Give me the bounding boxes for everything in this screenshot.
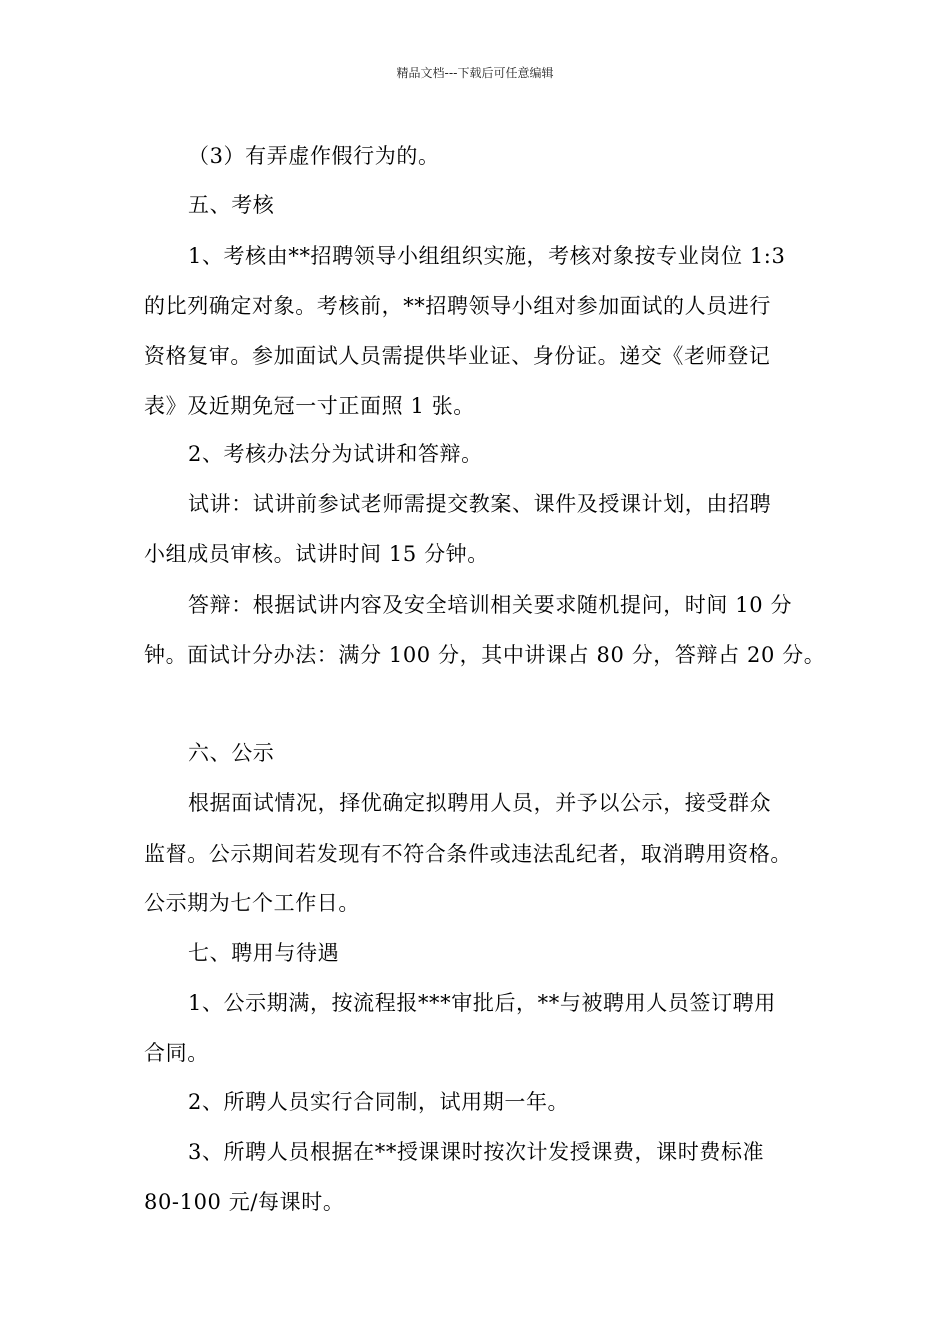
text-line: 根据面试情况，择优确定拟聘用人员，并予以公示，接受群众 (188, 791, 772, 815)
text-line: 合同。 (144, 1041, 209, 1065)
text-line: 2、所聘人员实行合同制，试用期一年。 (188, 1090, 570, 1114)
section-heading: 五、考核 (188, 193, 275, 217)
section-heading: 六、公示 (188, 741, 275, 765)
text-line: 公示期为七个工作日。 (144, 891, 360, 915)
text-line: 钟。面试计分办法：满分 100 分，其中讲课占 80 分，答辩占 20 分。 (144, 643, 826, 667)
section-heading: 七、聘用与待遇 (188, 941, 340, 965)
page-header: 精品文档---下载后可任意编辑 (396, 66, 554, 80)
text-line: 资格复审。参加面试人员需提供毕业证、身份证。递交《老师登记 (144, 344, 771, 368)
text-line: （3）有弄虚作假行为的。 (188, 144, 440, 168)
text-line: 小组成员审核。试讲时间 15 分钟。 (144, 542, 489, 566)
text-line: 3、所聘人员根据在**授课课时按次计发授课费，课时费标准 (188, 1140, 765, 1164)
text-line: 80-100 元/每课时。 (144, 1190, 345, 1214)
text-line: 表》及近期免冠一寸正面照 1 张。 (144, 394, 475, 418)
text-line: 试讲：试讲前参试老师需提交教案、课件及授课计划，由招聘 (188, 492, 772, 516)
text-line: 1、考核由**招聘领导小组组织实施，考核对象按专业岗位 1:3 (188, 244, 786, 268)
text-line: 监督。公示期间若发现有不符合条件或违法乱纪者，取消聘用资格。 (144, 842, 792, 866)
text-line: 答辩：根据试讲内容及安全培训相关要求随机提问，时间 10 分 (188, 593, 793, 617)
text-line: 1、公示期满，按流程报***审批后，**与被聘用人员签订聘用 (188, 991, 776, 1015)
text-line: 的比列确定对象。考核前，**招聘领导小组对参加面试的人员进行 (144, 294, 771, 318)
text-line: 2、考核办法分为试讲和答辩。 (188, 442, 483, 466)
